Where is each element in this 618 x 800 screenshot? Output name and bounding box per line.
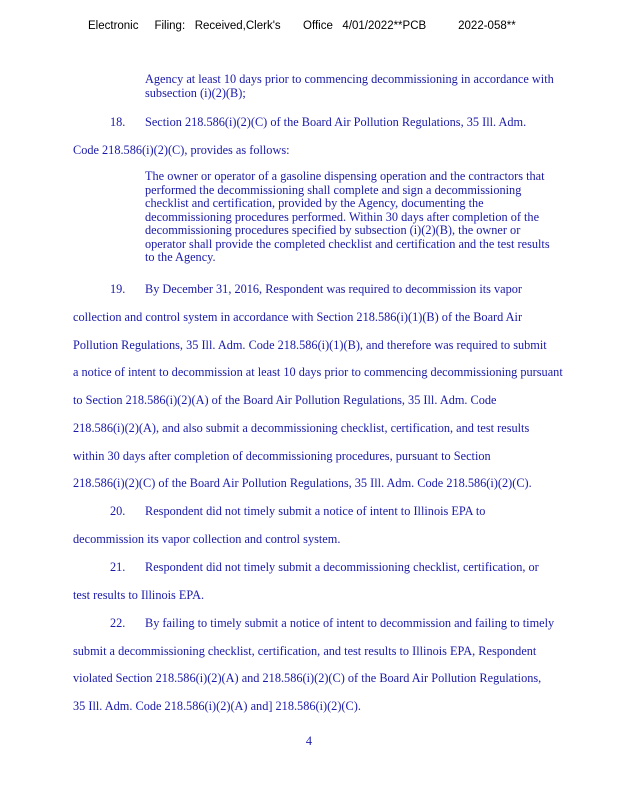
paragraph-number: 20. [110,504,126,518]
quote-line: checklist and certification, provided by the Agency, documenting the [145,196,484,210]
paragraph-20-line: decommission its vapor collection and control system. [73,532,341,546]
quote-line: to the Agency. [145,250,216,264]
quote-line: decommissioning procedures specified by subsection (i)(2)(B), the owner or [145,223,521,237]
efiling-header: Electronic Filing: Received,Clerk's Office 4/01/2022**PCB 2022-058** [88,20,516,32]
paragraph-18-line: Code 218.586(i)(2)(C), provides as follows: [73,143,290,157]
paragraph-22-line: submit a decommissioning checklist, certification, and test results to Illinois EPA, Respondent [73,644,537,658]
paragraph-22-line: violated Section 218.586(i)(2)(A) and 218.586(i)(2)(C) of the Board Air Pollution Regulations, [73,671,542,685]
paragraph-19-line: 218.586(i)(2)(C) of the Board Air Pollution Regulations, 35 Ill. Adm. Code 218.586(i)(2)(C). [73,476,532,490]
paragraph-21-line: test results to Illinois EPA. [73,588,205,602]
paragraph-number: 19. [110,282,126,296]
paragraph-number: 21. [110,560,126,574]
quote-line: The owner or operator of a gasoline dispensing operation and the contractors that [145,169,545,183]
paragraph-22-line: 35 Ill. Adm. Code 218.586(i)(2)(A) and] 218.586(i)(2)(C). [73,699,361,713]
paragraph-19-line: a notice of intent to decommission at least 10 days prior to commencing decommissioning pursuant [73,365,563,379]
paragraph-19-line: 218.586(i)(2)(A), and also submit a decommissioning checklist, certification, and test results [73,421,530,435]
paragraph-18-line: 18. Section 218.586(i)(2)(C) of the Board Air Pollution Regulations, 35 Ill. Adm. [110,115,527,129]
paragraph-number: 22. [110,616,126,630]
paragraph-19-line: to Section 218.586(i)(2)(A) of the Board Air Pollution Regulations, 35 Ill. Adm. Code [73,393,497,407]
blockquote-regulation [145,170,600,265]
paragraph-19-line: within 30 days after completion of decommissioning procedures, pursuant to Section [73,449,491,463]
page-number: 4 [305,734,313,748]
quote-line: performed the decommissioning shall complete and sign a decommissioning [145,182,522,197]
blockquote-continuation [145,73,600,100]
quote-line: operator shall provide the completed checklist and certification and the test results [145,236,550,251]
paragraph-21-line: 21. Respondent did not timely submit a decommissioning checklist, certification, or [110,560,539,574]
quote-line: Agency at least 10 days prior to commencing decommissioning in accordance with [145,72,554,86]
paragraph-20-line: 20. Respondent did not timely submit a notice of intent to Illinois EPA to [110,504,486,518]
paragraph-19-line: collection and control system in accordance with Section 218.586(i)(1)(B) of the Board Air [73,310,523,324]
quote-line: decommissioning procedures performed. Within 30 days after completion of the [145,209,540,224]
paragraph-22-line: 22. By failing to timely submit a notice of intent to decommission and failing to timely [110,616,555,630]
paragraph-19-line: Pollution Regulations, 35 Ill. Adm. Code 218.586(i)(1)(B), and therefore was required to submit [73,338,547,352]
quote-line: subsection (i)(2)(B); [145,85,246,100]
paragraph-19-line: 19. By December 31, 2016, Respondent was required to decommission its vapor [110,282,523,296]
paragraph-number: 18. [110,115,126,129]
